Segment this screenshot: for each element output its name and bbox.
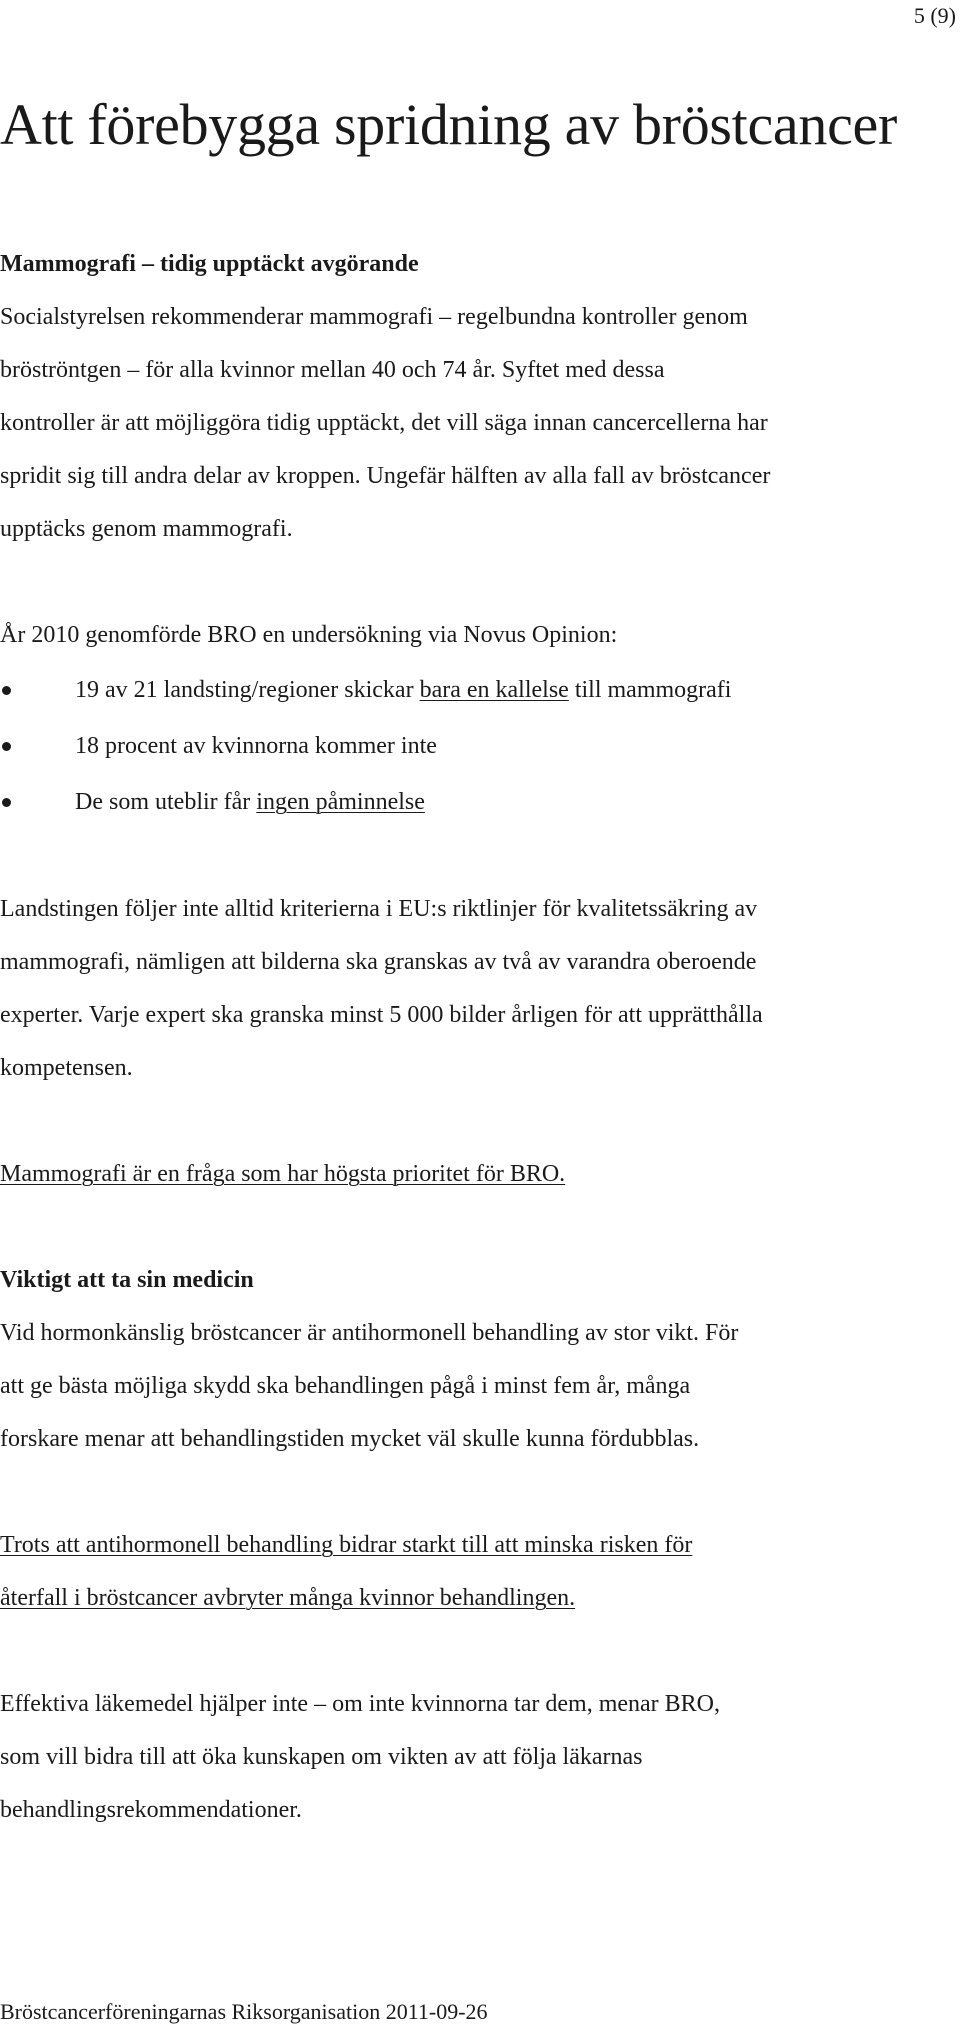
paragraph-line: kompetensen. <box>0 1055 133 1081</box>
section-heading-medicine: Viktigt att ta sin medicin <box>0 1267 254 1293</box>
paragraph-line: kontroller är att möjliggöra tidig upptäckt, det vill säga innan cancercellerna har <box>0 410 768 436</box>
list-item-text: till mammografi <box>568 677 732 703</box>
mammography-paragraph <box>0 291 950 556</box>
paragraph-line: Landstingen följer inte alltid kriterierna i EU:s riktlinjer för kvalitetssäkring av <box>0 896 758 922</box>
paragraph-line: mammografi, nämligen att bilderna ska granskas av två av varandra oberoende <box>0 949 757 975</box>
list-item <box>0 662 950 718</box>
list-item-text: De som uteblir får <box>75 789 257 815</box>
spacer <box>0 1466 950 1519</box>
spacer <box>0 556 950 609</box>
paragraph-line: att ge bästa möjliga skydd ska behandlingen pågå i minst fem år, många <box>0 1373 691 1399</box>
underlined-text: återfall i bröstcancer avbryter många kvinnor behandlingen. <box>0 1585 576 1611</box>
survey-results-list <box>0 662 950 830</box>
underlined-text: ingen påminnelse <box>256 789 425 815</box>
underlined-text: bara en kallelse <box>419 677 569 703</box>
medicine-paragraph <box>0 1307 950 1466</box>
list-item-text: 19 av 21 landsting/regioner skickar <box>75 677 420 703</box>
paragraph-line <box>0 1519 950 1572</box>
list-item <box>0 774 950 830</box>
paragraph-line: bröströntgen – för alla kvinnor mellan 40 och 74 år. Syftet med dessa <box>0 357 665 383</box>
paragraph-line: spridit sig till andra delar av kroppen. Ungefär hälften av alla fall av bröstcancer <box>0 463 771 489</box>
page-number: 5 (9) <box>913 3 956 28</box>
list-item-text: 18 procent av kvinnorna kommer inte <box>75 733 437 759</box>
bullet-icon <box>2 798 11 807</box>
list-item <box>0 718 950 774</box>
bullet-icon <box>2 742 11 751</box>
closing-paragraph <box>0 1678 950 1837</box>
paragraph-line: behandlingsrekommendationer. <box>0 1797 302 1823</box>
underlined-statement <box>0 1519 950 1625</box>
paragraph-line: forskare menar att behandlingstiden mycket väl skulle kunna fördubblas. <box>0 1426 700 1452</box>
section-heading-mammography: Mammografi – tidig upptäckt avgörande <box>0 251 419 277</box>
priority-statement <box>0 1148 950 1201</box>
page-title: Att förebygga spridning av bröstcancer <box>0 92 897 157</box>
spacer <box>0 1625 950 1678</box>
bullet-icon <box>2 686 11 695</box>
paragraph-line: Effektiva läkemedel hjälper inte – om inte kvinnorna tar dem, menar BRO, <box>0 1691 720 1717</box>
paragraph-line: experter. Varje expert ska granska minst 5 000 bilder årligen för att upprätthålla <box>0 1002 763 1028</box>
paragraph-line: Socialstyrelsen rekommenderar mammografi – regelbundna kontroller genom <box>0 304 748 330</box>
spacer <box>0 1201 950 1254</box>
underlined-text: Trots att antihormonell behandling bidrar starkt till att minska risken för <box>0 1532 693 1558</box>
spacer <box>0 1095 950 1148</box>
paragraph-line <box>0 1572 950 1625</box>
spacer <box>0 830 950 883</box>
document-body <box>0 238 950 1837</box>
eu-guidelines-paragraph <box>0 883 950 1095</box>
survey-intro: År 2010 genomförde BRO en undersökning via Novus Opinion: <box>0 622 618 648</box>
underlined-text: Mammografi är en fråga som har högsta prioritet för BRO. <box>0 1161 566 1187</box>
paragraph-line: som vill bidra till att öka kunskapen om vikten av att följa läkarnas <box>0 1744 643 1770</box>
page-footer: Bröstcancerföreningarnas Riksorganisation 2011-09-26 <box>0 1999 488 2024</box>
paragraph-line: Vid hormonkänslig bröstcancer är antihormonell behandling av stor vikt. För <box>0 1320 739 1346</box>
paragraph-line: upptäcks genom mammografi. <box>0 516 293 542</box>
